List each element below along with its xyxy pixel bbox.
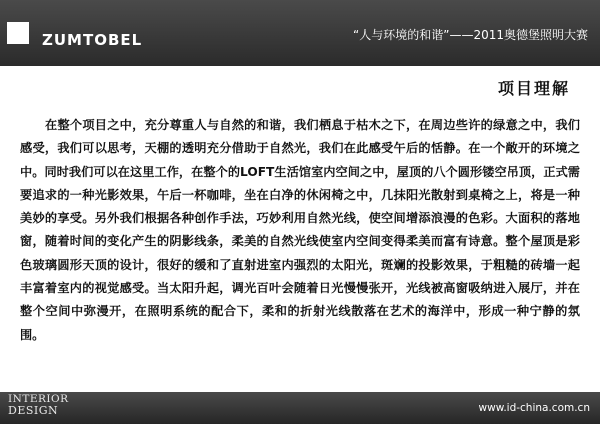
competition-title: “人与环境的和谐”——2011奥德堡照明大赛: [353, 28, 588, 42]
interior-design-logo: [8, 394, 69, 416]
logo-line-1: INTERIOR: [8, 393, 69, 405]
header-bar: [0, 0, 600, 66]
logo-line-2: DESIGN: [8, 404, 59, 417]
body-paragraph: 在整个项目之中，充分尊重人与自然的和谐，我们栖息于枯木之下，在周边些许的绿意之中，我们感受，我们可以思考，天棚的透明充分借助于自然光，我们在此感受午后的恬静。在一个敞开的环境之中。同时我们可以在这里工作，在整个的LOFT生活馆室内空间之中，屋顶的八个圆形镂空吊顶，正式需要追求的一种光影效果，午后一杯咖啡，坐在白净的休闲椅之中，几抹阳光散射到桌椅之上，将是一种美妙的享受。另外我们根据各种创作手法，巧妙利用自然光线，使空间增添浪漫的色彩。大面积的落地窗，随着时间的变化产生的阴影线条，柔美的自然光线使室内空间变得柔美而富有诗意。整个屋顶是彩色玻璃圆形天顶的设计，很好的缓和了直射进室内强烈的太阳光，斑斓的投影效果，于粗糙的砖墙一起丰富着室内的视觉感受。当太阳升起，调光百叶会随着日光慢慢张开，光线被高窗吸纳进入展厅，并在整个空间中弥漫开，在照明系统的配合下，柔和的折射光线散落在艺术的海洋中，形成一种宁静的氛围。: [20, 118, 580, 342]
zumtobel-logo-icon: [7, 22, 29, 44]
page-title: 项目理解: [497, 79, 570, 98]
website-url[interactable]: www.id-china.com.cn: [478, 402, 590, 414]
brand-name: ZUMTOBEL: [42, 31, 143, 49]
footer-bar: [0, 392, 600, 424]
